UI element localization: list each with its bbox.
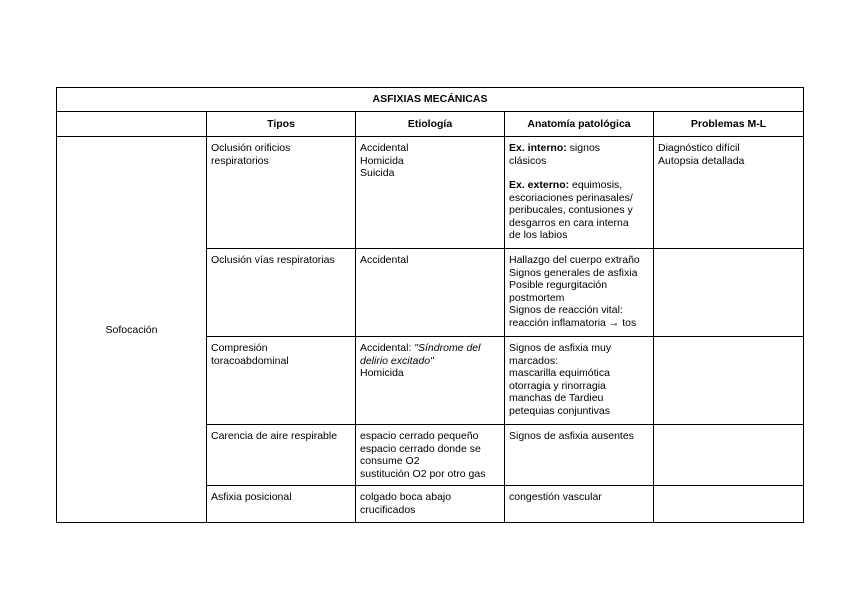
tipo-cell — [207, 337, 356, 425]
cell-line: petequias conjuntivas — [509, 404, 610, 417]
cell-line — [509, 142, 649, 155]
table-row — [57, 137, 804, 249]
header-problemas: Problemas M-L — [654, 112, 804, 137]
cell-line: reacción inflamatoria → tos — [509, 316, 637, 329]
problemas-cell — [654, 425, 804, 486]
asfixias-table — [56, 87, 804, 523]
cell-line: de los labios — [509, 229, 568, 241]
cell-line: respiratorios — [211, 154, 269, 167]
cell-line: otorragia y rinorragia — [509, 379, 606, 392]
etiologia-cell — [356, 425, 505, 486]
cell-line: sustitución O2 por otro gas — [360, 467, 486, 480]
anatomia-cell — [505, 486, 654, 523]
externo-label: Ex. externo: — [509, 179, 570, 191]
cell-line: Accidental — [360, 142, 409, 154]
cell-line: Hallazgo del cuerpo extraño — [509, 254, 640, 266]
header-tipos: Tipos — [207, 112, 356, 137]
cell-line — [509, 179, 649, 192]
cell-line: congestión vascular — [509, 491, 602, 503]
spacer — [509, 167, 649, 179]
cell-line: delirio excitado" — [360, 354, 434, 367]
tipo-cell — [207, 425, 356, 486]
cell-line: Asfixia posicional — [211, 491, 292, 503]
cell-line: Compresión — [211, 342, 268, 354]
cell-line: Signos generales de asfixia — [509, 266, 638, 279]
cell-line: Signos de asfixia muy — [509, 342, 612, 354]
cell-line: espacio cerrado donde se — [360, 442, 481, 455]
header-etiologia: Etiología — [356, 112, 505, 137]
cell-line: Diagnóstico difícil — [658, 142, 740, 154]
anatomia-cell — [505, 249, 654, 337]
title-row — [57, 88, 804, 112]
problemas-cell — [654, 249, 804, 337]
tipo-cell — [207, 486, 356, 523]
cell-line: consume O2 — [360, 455, 420, 467]
cell-line: desgarros en cara interna — [509, 216, 629, 229]
etiologia-italic: "Síndrome del — [414, 342, 481, 354]
cell-line: escoriaciones perinasales/ — [509, 191, 633, 204]
cell-line: Posible regurgitación — [509, 279, 608, 291]
cell-line: Oclusión orificios — [211, 142, 291, 154]
etiologia-cell — [356, 337, 505, 425]
category-cell: Sofocación — [57, 137, 207, 523]
cell-line: Suicida — [360, 167, 395, 179]
cell-line: colgado boca abajo — [360, 491, 452, 503]
cell-line: Homicida — [360, 367, 404, 379]
cell-line: Homicida — [360, 154, 404, 167]
problemas-cell — [654, 137, 804, 249]
cell-line: Signos de reacción vital: — [509, 304, 623, 316]
tipo-cell — [207, 137, 356, 249]
cell-line: Accidental — [360, 254, 409, 266]
etiologia-cell — [356, 249, 505, 337]
cell-line: mascarilla equimótica — [509, 367, 610, 379]
cell-line — [360, 342, 500, 355]
problemas-cell — [654, 486, 804, 523]
cell-line: Signos de asfixia ausentes — [509, 430, 634, 442]
anatomia-cell — [505, 337, 654, 425]
anatomia-cell — [505, 137, 654, 249]
interno-text: signos — [566, 142, 601, 154]
cell-line: peribucales, contusiones y — [509, 204, 633, 216]
cell-line: crucificados — [360, 503, 416, 516]
etiologia-cell — [356, 137, 505, 249]
cell-line: toracoabdominal — [211, 354, 289, 367]
cell-line: postmortem — [509, 291, 565, 304]
etiologia-prefix: Accidental: — [360, 342, 415, 354]
interno-label: Ex. interno: — [509, 142, 567, 154]
tipo-cell — [207, 249, 356, 337]
cell-line: Autopsia detallada — [658, 154, 745, 167]
header-blank — [57, 112, 207, 137]
cell-line: clásicos — [509, 154, 547, 167]
header-anatomia: Anatomía patológica — [505, 112, 654, 137]
cell-line: Oclusión vías respiratorias — [211, 254, 335, 266]
cell-line: espacio cerrado pequeño — [360, 430, 479, 442]
cell-line: Carencia de aire respirable — [211, 430, 338, 442]
anatomia-cell — [505, 425, 654, 486]
externo-text: equimosis, — [569, 179, 623, 191]
table-title: ASFIXIAS MECÁNICAS — [57, 88, 804, 112]
problemas-cell — [654, 337, 804, 425]
cell-line: marcados: — [509, 354, 559, 367]
header-row — [57, 112, 804, 137]
etiologia-cell — [356, 486, 505, 523]
cell-line: manchas de Tardieu — [509, 392, 604, 404]
